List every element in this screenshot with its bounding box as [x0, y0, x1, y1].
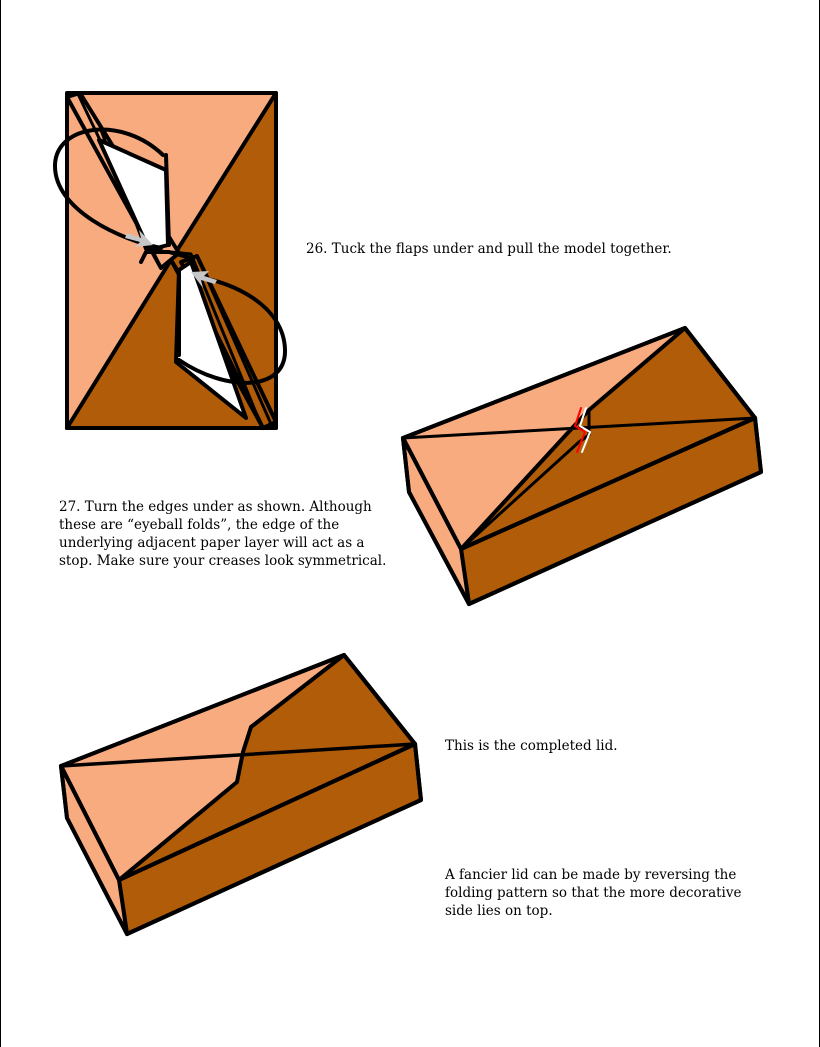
- fancier-lid-caption: A fancier lid can be made by reversing the folding pattern so that the more decorative side lies on top.: [445, 867, 742, 919]
- diagram-step-27: [403, 328, 761, 604]
- step-27-caption: 27. Turn the edges under as shown. Although these are “eyeball folds”, the edge of the underlying adjacent paper layer will act as a stop. Make sure your creases look symmetrical.: [59, 499, 387, 569]
- completed-lid-caption: This is the completed lid.: [445, 738, 618, 754]
- step-26-caption: 26. Tuck the flaps under and pull the model together.: [306, 241, 672, 257]
- diagram-completed-lid: [61, 655, 421, 934]
- diagram-step-26: [55, 93, 285, 428]
